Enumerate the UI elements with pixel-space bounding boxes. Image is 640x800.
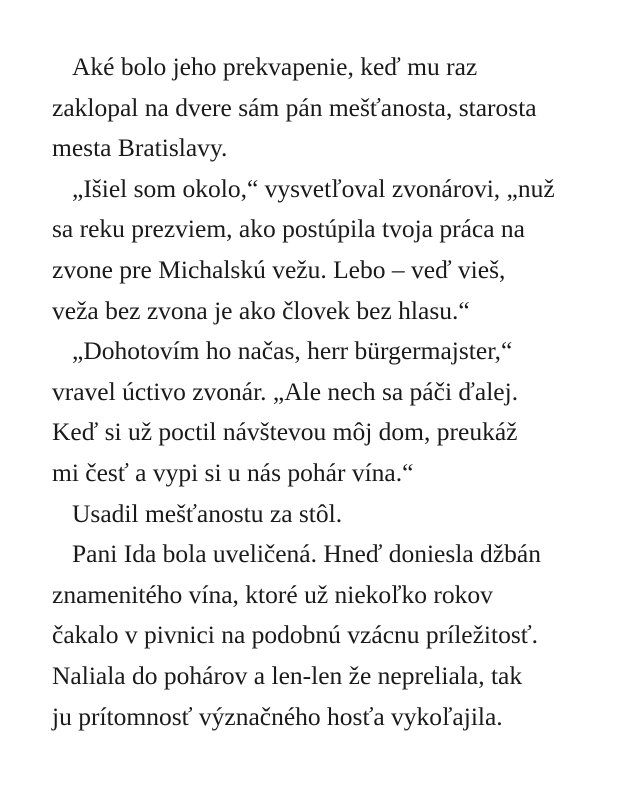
paragraph-5 (52, 534, 590, 737)
text-line: „Dohotovím ho načas, herr bürgermajster,“ (72, 336, 513, 366)
paragraph-4 (52, 494, 590, 535)
text-line: Pani Ida bola uveličená. Hneď doniesla džbán (72, 539, 541, 569)
text-line: zaklopal na dvere sám pán mešťanosta, starosta (52, 92, 537, 122)
text-line: Keď si už poctil návštevou môj dom, preukáž (52, 417, 518, 447)
text-line: mi česť a vypi si u nás pohár vína.“ (52, 457, 414, 487)
text-line: vravel úctivo zvonár. „Ale nech sa páči ďalej. (52, 376, 519, 406)
text-line: veža bez zvona je ako človek bez hlasu.“ (52, 295, 470, 325)
text-line: ju prítomnosť význačného hosťa vykoľajila. (52, 701, 503, 731)
text-line: Naliala do pohárov a len-len že nepreliala, tak (52, 660, 523, 690)
text-line: mesta Bratislavy. (52, 133, 228, 163)
text-line: Aké bolo jeho prekvapenie, keď mu raz (72, 52, 478, 81)
body-text (52, 47, 590, 737)
paragraph-1 (52, 47, 590, 169)
paragraph-2 (52, 169, 590, 331)
text-line: „Išiel som okolo,“ vysvetľoval zvonárovi, „nuž (72, 173, 555, 203)
text-line: znamenitého vína, ktoré už niekoľko rokov (52, 579, 493, 609)
text-line: Usadil mešťanostu za stôl. (72, 498, 343, 528)
text-line: zvone pre Michalskú vežu. Lebo – veď vieš, (52, 254, 506, 284)
text-line: čakalo v pivnici na podobnú vzácnu príležitosť. (52, 620, 539, 650)
text-line: sa reku prezviem, ako postúpila tvoja práca na (52, 214, 525, 244)
paragraph-3 (52, 331, 590, 493)
